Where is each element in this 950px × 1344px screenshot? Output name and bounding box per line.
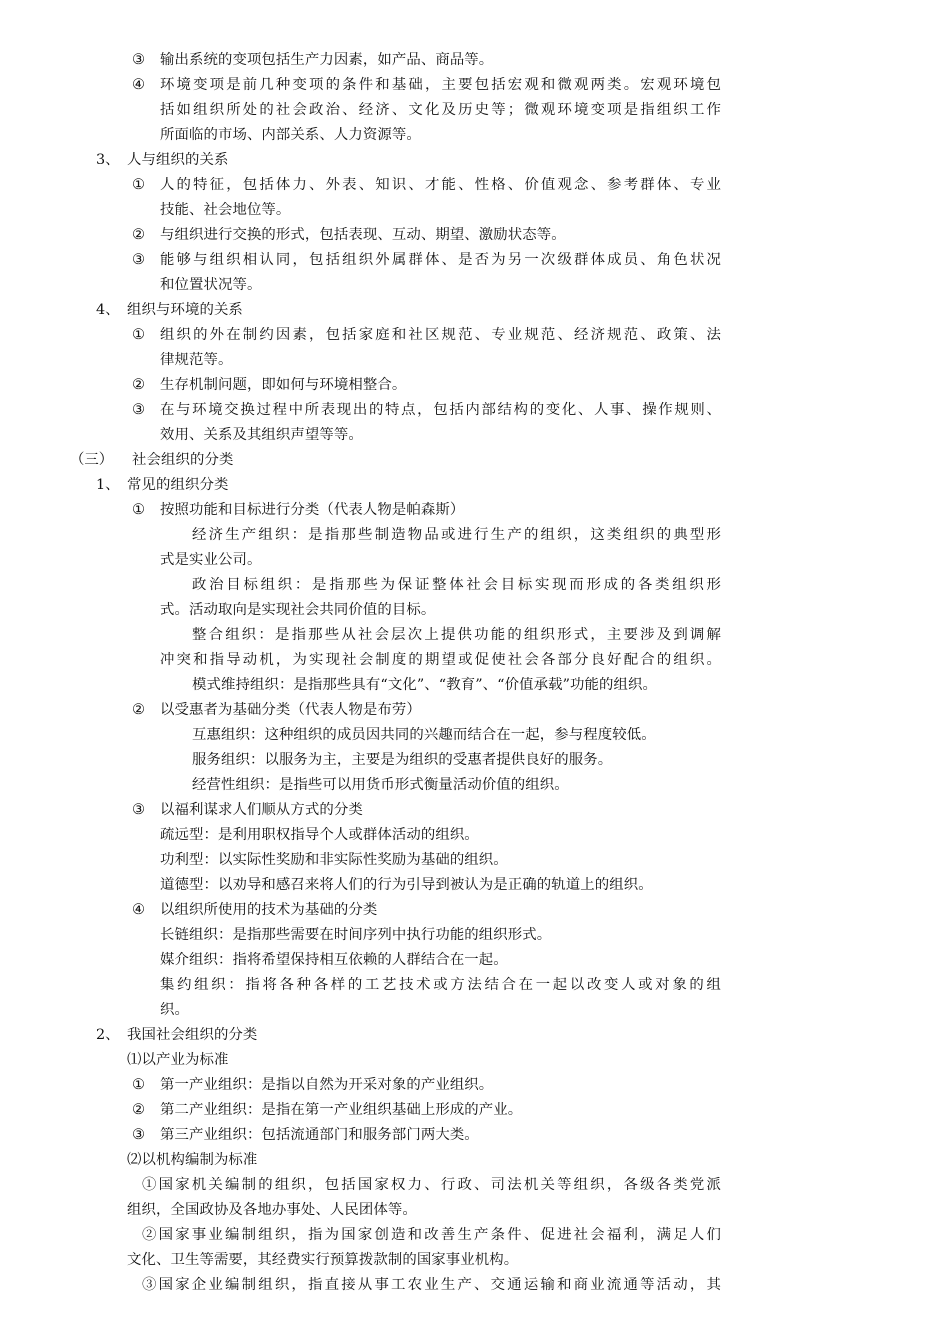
list-marker: 2、 — [96, 1027, 120, 1043]
text-line: 服务组织：以服务为主，主要是为组织的受惠者提供良好的服务。 — [192, 752, 613, 768]
list-marker: ① — [132, 177, 145, 193]
text-line: 政治目标组织：是指那些为保证整体社会目标实现而形成的各类组织形 — [192, 577, 721, 593]
text-line: 疏远型：是利用职权指导个人或群体活动的组织。 — [160, 827, 479, 843]
text-line: 模式维持组织：是指那些具有“文化”、“教育”、“价值承载”功能的组织。 — [192, 677, 657, 693]
text-line: 整合组织：是指那些从社会层次上提供功能的组织形式，主要涉及到调解 — [192, 627, 721, 643]
text-line: 括如组织所处的社会政治、经济、文化及历史等；微观环境变项是指组织工作 — [160, 102, 721, 118]
text-line: 长链组织：是指那些需要在时间序列中执行功能的组织形式。 — [160, 927, 552, 943]
list-marker: 3、 — [96, 152, 120, 168]
list-marker: ④ — [132, 77, 145, 93]
text-line: 互惠组织：这种组织的成员因共同的兴趣而结合在一起，参与程度较低。 — [192, 727, 656, 743]
text-line: 第三产业组织：包括流通部门和服务部门两大类。 — [160, 1127, 479, 1143]
text-line: 媒介组织：指将希望保持相互依赖的人群结合在一起。 — [160, 952, 508, 968]
text-line: 式。活动取向是实现社会共同价值的目标。 — [160, 602, 436, 618]
list-marker: ① — [132, 327, 145, 343]
text-line: 常见的组织分类 — [127, 477, 229, 493]
list-marker: ③ — [132, 1127, 145, 1143]
text-line: ③国家企业编制组织，指直接从事工农业生产、交通运输和商业流通等活动，其 — [142, 1277, 721, 1293]
list-marker: ③ — [132, 52, 145, 68]
text-line: 环境变项是前几种变项的条件和基础，主要包括宏观和微观两类。宏观环境包 — [160, 77, 721, 93]
text-line: 文化、卫生等需要，其经费实行预算拨款制的国家事业机构。 — [127, 1252, 519, 1268]
text-line: 以受惠者为基础分类（代表人物是布劳） — [160, 702, 421, 718]
text-line: 式是实业公司。 — [160, 552, 262, 568]
list-marker: （三） — [70, 452, 114, 468]
text-line: 生存机制问题，即如何与环境相整合。 — [160, 377, 407, 393]
text-line: 与组织进行交换的形式，包括表现、互动、期望、激励状态等。 — [160, 227, 566, 243]
text-line: 律规范等。 — [160, 352, 233, 368]
list-marker: ③ — [132, 252, 145, 268]
text-line: 组织与环境的关系 — [127, 302, 243, 318]
list-marker: ② — [132, 1102, 145, 1118]
list-marker: ④ — [132, 902, 145, 918]
text-line: 输出系统的变项包括生产力因素，如产品、商品等。 — [160, 52, 494, 68]
text-line: 我国社会组织的分类 — [127, 1027, 258, 1043]
text-line: 第二产业组织：是指在第一产业组织基础上形成的产业。 — [160, 1102, 523, 1118]
text-line: 以福利谋求人们顺从方式的分类 — [160, 802, 363, 818]
text-line: 道德型：以劝导和感召来将人们的行为引导到被认为是正确的轨道上的组织。 — [160, 877, 653, 893]
text-line: 组织的外在制约因素，包括家庭和社区规范、专业规范、经济规范、政策、法 — [160, 327, 721, 343]
list-marker: ① — [132, 1077, 145, 1093]
text-line: 织。 — [160, 1002, 189, 1018]
text-line: 和位置状况等。 — [160, 277, 262, 293]
text-line: 组织，全国政协及各地办事处、人民团体等。 — [127, 1202, 417, 1218]
text-line: 第一产业组织：是指以自然为开采对象的产业组织。 — [160, 1077, 494, 1093]
list-marker: ② — [132, 377, 145, 393]
text-line: ⑵以机构编制为标准 — [127, 1152, 258, 1168]
text-line: 集约组织：指将各种各样的工艺技术或方法结合在一起以改变人或对象的组 — [160, 977, 721, 993]
text-line: ①国家机关编制的组织，包括国家权力、行政、司法机关等组织，各级各类党派 — [142, 1177, 721, 1193]
text-line: ⑴以产业为标准 — [127, 1052, 229, 1068]
text-line: 按照功能和目标进行分类（代表人物是帕森斯） — [160, 502, 465, 518]
text-line: 人与组织的关系 — [127, 152, 229, 168]
text-line: 以组织所使用的技术为基础的分类 — [160, 902, 378, 918]
text-line: 在与环境交换过程中所表现出的特点，包括内部结构的变化、人事、操作规则、 — [160, 402, 721, 418]
list-marker: 4、 — [96, 302, 120, 318]
list-marker: ③ — [132, 802, 145, 818]
text-line: 社会组织的分类 — [132, 452, 234, 468]
list-marker: 1、 — [96, 477, 120, 493]
text-line: 经营性组织：是指些可以用货币形式衡量活动价值的组织。 — [192, 777, 569, 793]
list-marker: ③ — [132, 402, 145, 418]
text-line: 技能、社会地位等。 — [160, 202, 291, 218]
text-line: 功利型：以实际性奖励和非实际性奖励为基础的组织。 — [160, 852, 508, 868]
text-line: 能够与组织相认同，包括组织外属群体、是否为另一次级群体成员、角色状况 — [160, 252, 721, 268]
text-line: ②国家事业编制组织，指为国家创造和改善生产条件、促进社会福利，满足人们 — [142, 1227, 721, 1243]
text-line: 经济生产组织：是指那些制造物品或进行生产的组织，这类组织的典型形 — [192, 527, 721, 543]
list-marker: ② — [132, 702, 145, 718]
text-line: 效用、关系及其组织声望等等。 — [160, 427, 363, 443]
list-marker: ① — [132, 502, 145, 518]
text-line: 所面临的市场、内部关系、人力资源等。 — [160, 127, 421, 143]
text-line: 冲突和指导动机，为实现社会制度的期望或促使社会各部分良好配合的组织。 — [160, 652, 721, 668]
text-line: 人的特征，包括体力、外表、知识、才能、性格、价值观念、参考群体、专业 — [160, 177, 721, 193]
list-marker: ② — [132, 227, 145, 243]
